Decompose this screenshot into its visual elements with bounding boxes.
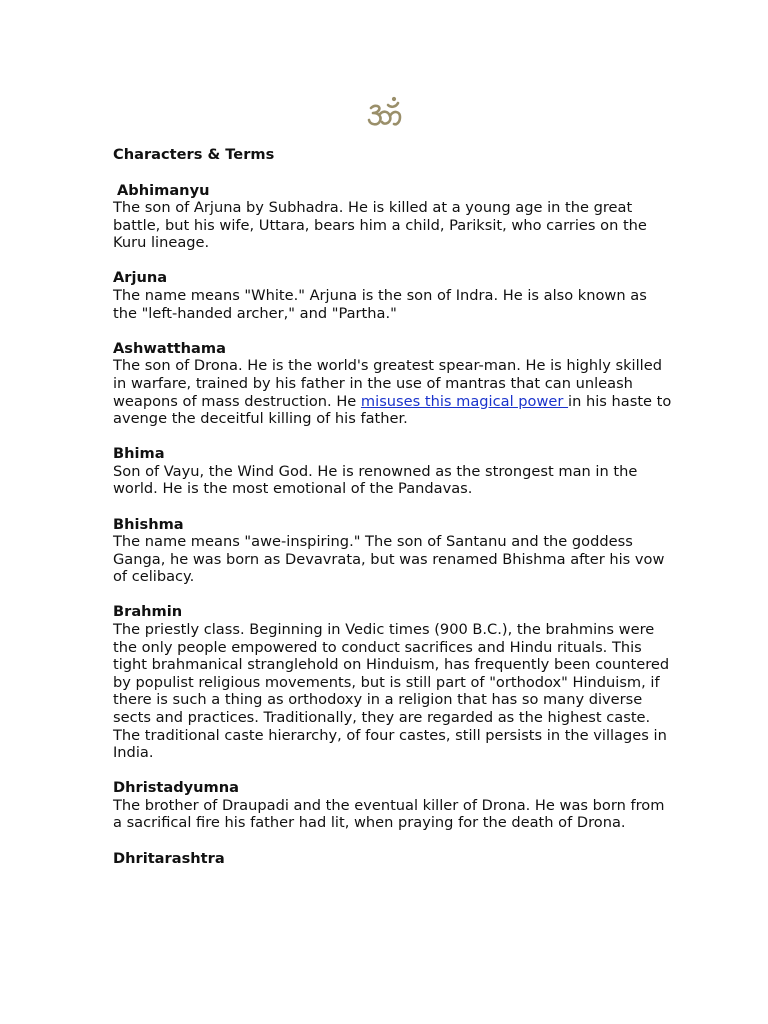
magical-power-link[interactable]: misuses this magical power bbox=[360, 392, 569, 410]
glossary-entry-dhritarashtra bbox=[113, 850, 673, 868]
entry-term: Dhritarashtra bbox=[113, 849, 225, 867]
glossary-entry-abhimanyu bbox=[113, 182, 673, 252]
om-symbol-icon bbox=[366, 94, 404, 130]
entry-definition: Son of Vayu, the Wind God. He is renowned as the strongest man in the world. He is the most emotional of the Pandavas. bbox=[113, 462, 638, 498]
entry-definition bbox=[113, 357, 673, 427]
glossary-entry-arjuna bbox=[113, 269, 673, 322]
glossary-entry-brahmin bbox=[113, 603, 673, 761]
entry-term: Abhimanyu bbox=[117, 181, 210, 199]
entry-definition: The priestly class. Beginning in Vedic times (900 B.C.), the brahmins were the only people empowered to conduct sacrifices and Hindu rituals. This tight brahmanical stranglehold on Hinduism, has frequently been countered by populist religious movements, but is still part of "orthodox" Hinduism, if there is such a thing as orthodoxy in a religion that has so many diverse sects and practices. Traditionally, they are regarded as the highest caste. The traditional caste hierarchy, of four castes, still persists in the villages in India. bbox=[113, 620, 670, 762]
entry-definition: The name means "White." Arjuna is the son of Indra. He is also known as the "left-handed archer," and "Partha." bbox=[113, 287, 647, 322]
entry-term: Dhristadyumna bbox=[113, 779, 240, 797]
entry-term: Ashwatthama bbox=[113, 339, 226, 357]
entry-definition-text: in his haste to avenge the deceitful killing of his father. bbox=[113, 392, 672, 428]
entry-term: Brahmin bbox=[113, 603, 183, 621]
entry-term: Bhima bbox=[113, 445, 165, 463]
entry-definition: The brother of Draupadi and the eventual killer of Drona. He was born from a sacrifical fire his father had lit, when praying for the death of Drona. bbox=[113, 796, 665, 832]
document-body bbox=[113, 146, 673, 885]
entry-definition: The name means "awe-inspiring." The son of Santanu and the goddess Ganga, he was born as Devavrata, but was renamed Bhishma after his vow of celibacy. bbox=[113, 533, 665, 586]
entry-term: Arjuna bbox=[113, 269, 168, 287]
glossary-entry-ashwatthama bbox=[113, 340, 673, 428]
document-title: Characters & Terms bbox=[113, 146, 275, 163]
glossary-entry-bhima bbox=[113, 445, 673, 498]
glossary-entry-bhishma bbox=[113, 516, 673, 586]
glossary-entry-dhristadyumna bbox=[113, 779, 673, 832]
entry-term: Bhishma bbox=[113, 515, 184, 533]
entry-definition: The son of Arjuna by Subhadra. He is killed at a young age in the great battle, but his wife, Uttara, bears him a child, Pariksit, who carries on the Kuru lineage. bbox=[113, 199, 647, 252]
entry-definition-text: The son of Drona. He is the world's greatest spear-man. He is highly skilled in warfare, trained by his father in the use of mantras that can unleash weapons of mass destruction. He bbox=[113, 357, 662, 410]
